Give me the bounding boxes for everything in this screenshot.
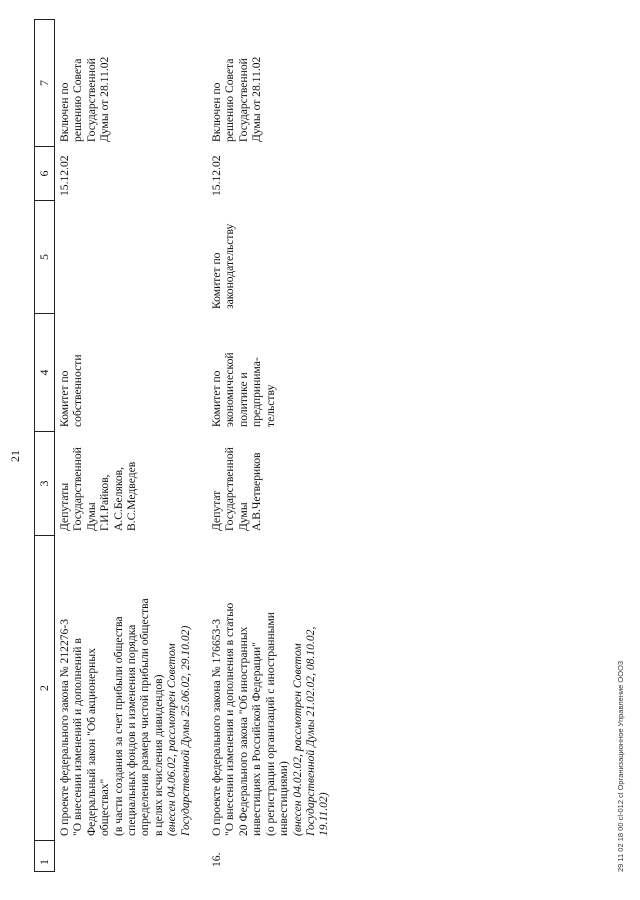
committee-line: Комитет по [58, 370, 71, 427]
decision-line: Думы от 28.11.02 [250, 56, 264, 142]
bill-title-line: (в части создания за счет прибыли общества [111, 616, 125, 836]
author-line: Г.И.Райков, [98, 474, 112, 531]
decision-line: Включен по [58, 82, 71, 142]
decision-line: решению Совета [71, 58, 85, 142]
page-number: 21 [8, 450, 22, 462]
row-number [55, 841, 199, 872]
bill-title-line: обществах" [98, 778, 112, 836]
bill-note-line: (внесен 04.06.02, рассмотрен Советом [165, 643, 179, 836]
date-cell: 15.12.02 [210, 155, 224, 196]
bill-note-line: Государственной Думы 21.02.02, 08.10.02, [303, 626, 317, 836]
committee-line: Комитет по [210, 370, 224, 427]
committee-cell [198, 314, 337, 432]
table-row [55, 20, 199, 872]
committee-line: экономической [223, 352, 237, 427]
committee-cell [55, 314, 199, 432]
decision-cell [55, 20, 199, 147]
author-line: В.С.Медведев [125, 461, 139, 531]
decision-cell [198, 20, 337, 147]
date-cell: 15.12.02 [58, 155, 71, 196]
bill-title-line: "О внесении изменения и дополнения в статью [223, 602, 237, 836]
row-number: 16. [210, 852, 224, 867]
bill-title-line: "О внесении изменений и дополнений в [71, 638, 85, 836]
bill-note-line: (внесен 04.02.02, рассмотрен Советом [290, 643, 304, 836]
bill-title-line: инвестициями) [277, 761, 291, 836]
column-header: 7 [35, 20, 55, 147]
decision-line: Включен по [210, 82, 224, 142]
author-line: Депутаты [58, 482, 71, 531]
column-header: 2 [35, 536, 55, 841]
decision-line: Государственной [84, 58, 98, 142]
co-committee-cell [198, 201, 337, 314]
column-header: 5 [35, 201, 55, 314]
column-header: 4 [35, 314, 55, 432]
bill-title-line: О проекте федерального закона № 212276-3 [58, 619, 71, 836]
bill-note-line: 19.11.02) [317, 792, 331, 836]
authors-cell [198, 432, 337, 536]
bill-title-line: Федеральный закон "Об акционерных [84, 648, 98, 836]
bill-register-table [34, 19, 337, 872]
bill-title-line: 20 Федерального закона "Об иностранных [236, 626, 250, 836]
author-line: А.С.Беляков, [111, 466, 125, 531]
author-line: Думы [84, 502, 98, 531]
authors-cell [55, 432, 199, 536]
author-line: Государственной [223, 447, 237, 531]
committee-line: политике и [236, 372, 250, 427]
bill-title-cell [198, 536, 337, 841]
bill-title-line: инвестициях в Российской Федерации" [250, 642, 264, 836]
bill-title-cell [55, 536, 199, 841]
author-line: А.В.Четвериков [250, 452, 264, 531]
bill-title-line: определения размера чистой прибыли общества [138, 598, 152, 836]
table-row [198, 20, 337, 872]
decision-line: решению Совета [223, 58, 237, 142]
committee-line: собственности [71, 354, 85, 427]
author-line: Государственной [71, 447, 85, 531]
committee-line: тельству [263, 384, 277, 427]
column-header: 1 [35, 841, 55, 872]
co-committee-line: Комитет по [210, 252, 224, 309]
column-number-row [35, 20, 55, 872]
committee-line: предпринима- [250, 357, 264, 427]
co-committee-cell [55, 201, 199, 314]
column-header: 3 [35, 432, 55, 536]
author-line: Думы [236, 502, 250, 531]
decision-line: Государственной [236, 58, 250, 142]
column-header: 6 [35, 147, 55, 201]
co-committee-line: законодательству [223, 223, 237, 309]
author-line: Депутат [210, 490, 224, 531]
print-footer: 29 11 02 18 00 cl-012 cl Организационное Управление ООО3 [616, 660, 625, 872]
bill-title-line: О проекте федерального закона № 176653-3 [210, 619, 224, 836]
bill-title-line: (о регистрации организаций с иностранными [263, 612, 277, 836]
bill-note-line: Государственной Думы 25.06.02, 29.10.02) [178, 625, 192, 836]
bill-title-line: специальных фондов и изменения порядка [125, 624, 139, 836]
decision-line: Думы от 28.11.02 [98, 56, 112, 142]
bill-title-line: в целях исчисления дивидендов) [151, 674, 165, 836]
